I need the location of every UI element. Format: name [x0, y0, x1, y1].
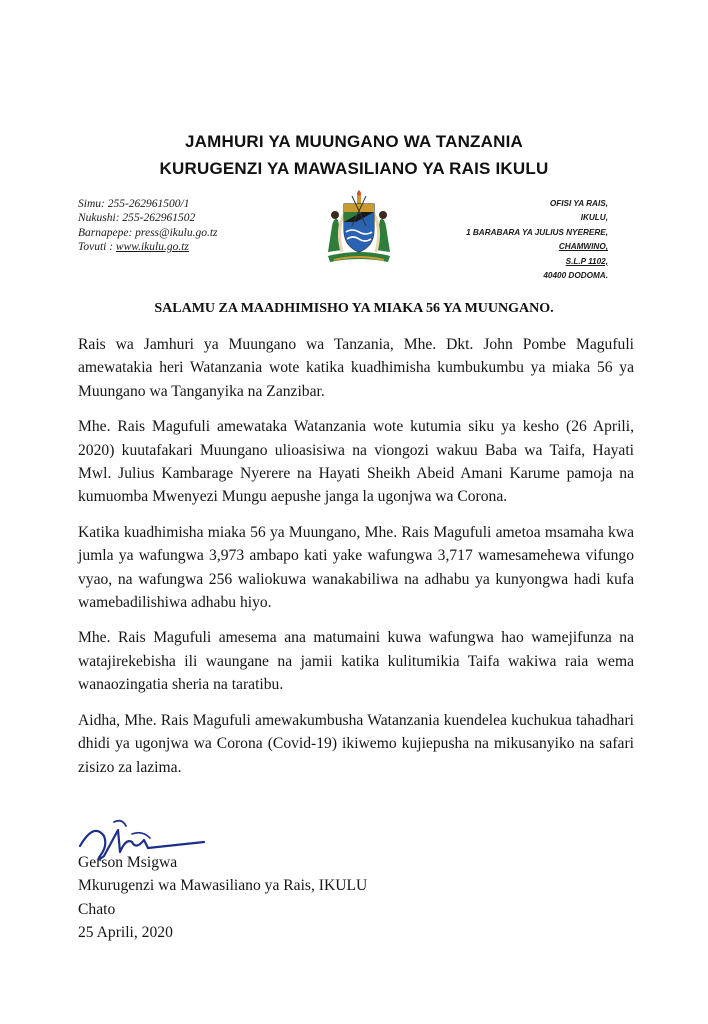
- document-heading: SALAMU ZA MAADHIMISHO YA MIAKA 56 YA MUUNGANO.: [154, 301, 554, 316]
- closing-block: [78, 851, 367, 945]
- email-label: Barnapepe:: [78, 226, 136, 239]
- signatory-name: Gerson Msigwa: [78, 854, 178, 871]
- email-link[interactable]: press@ikulu.go.tz: [135, 226, 218, 239]
- fax-line: Nukushi: 255-262961502: [78, 212, 196, 225]
- signatory-title: Mkurugenzi wa Mawasiliano ya Rais, IKULU: [78, 877, 368, 895]
- email-line: [78, 226, 318, 240]
- issue-date: 25 Aprili, 2020: [78, 924, 173, 942]
- body-paragraph: Katika kuadhimisha miaka 56 ya Muungano, Mhe. Rais Magufuli ametoa msamaha kwa jumla ya wafungwa 3,973 ambapo kati yake wafungwa 3,717 wamesamehewa vifungo vyao, na wafungwa 256 waliokuwa wanakabiliwa na adhabu ya kunyongwa hadi kufa wamebadilishiwa adhabu hiyo.: [78, 523, 634, 612]
- address-line: IKULU,: [580, 213, 608, 223]
- address-line: S.L.P 1102,: [565, 256, 608, 266]
- phone-line: Simu: 255-262961500/1: [78, 198, 190, 210]
- contact-block: [78, 197, 318, 255]
- website-link[interactable]: www.ikulu.go.tz: [115, 241, 189, 254]
- header-title-line2: KURUGENZI YA MAWASILIANO YA RAIS IKULU: [159, 159, 549, 178]
- office-address-block: [388, 197, 608, 283]
- address-line: OFISI YA RAIS,: [549, 199, 608, 208]
- website-label: Tovuti :: [78, 241, 116, 254]
- address-line: 1 BARABARA YA JULIUS NYERERE,: [466, 227, 608, 237]
- address-line: 40400 DODOMA.: [543, 271, 608, 281]
- body-paragraph: Aidha, Mhe. Rais Magufuli amewakumbusha Watanzania kuendelea kuchukua tahadhari dhidi ya ugonjwa wa Corona (Covid-19) ikiwemo kujiepusha na mikusanyiko na safari zisizo za lazima.: [78, 711, 634, 776]
- body-paragraph: Mhe. Rais Magufuli amewataka Watanzania wote kutumia siku ya kesho (26 Aprili, 2020) kuutafakari Muungano ulioasisiwa na viongozi wakuu Baba wa Taifa, Hayati Mwl. Julius Kambarage Nyerere na Hayati Sheikh Abeid Amani Karume pamoja na kumuomba Mwenyezi Mungu aepushe janga la ugonjwa wa Corona.: [78, 418, 634, 506]
- header-title-line1: JAMHURI YA MUUNGANO WA TANZANIA: [184, 132, 523, 151]
- issue-place: Chato: [78, 900, 116, 918]
- website-line: [78, 240, 318, 254]
- body-paragraph: Rais wa Jamhuri ya Muungano wa Tanzania, Mhe. Dkt. John Pombe Magufuli amewatakia heri Watanzania wote katika kuadhimisha kumbukumbu ya miaka 56 ya Muungano wa Tanganyika na Zanzibar.: [78, 336, 634, 400]
- body-paragraph: Mhe. Rais Magufuli amesema ana matumaini kuwa wafungwa hao wamejifunza na watajirekebisha ili waungane na jamii katika kulitumikia Taifa wakiwa raia wema wanaozingatia sheria na taratibu.: [78, 629, 634, 694]
- document-body: [78, 333, 634, 791]
- address-line: CHAMWINO,: [558, 242, 608, 252]
